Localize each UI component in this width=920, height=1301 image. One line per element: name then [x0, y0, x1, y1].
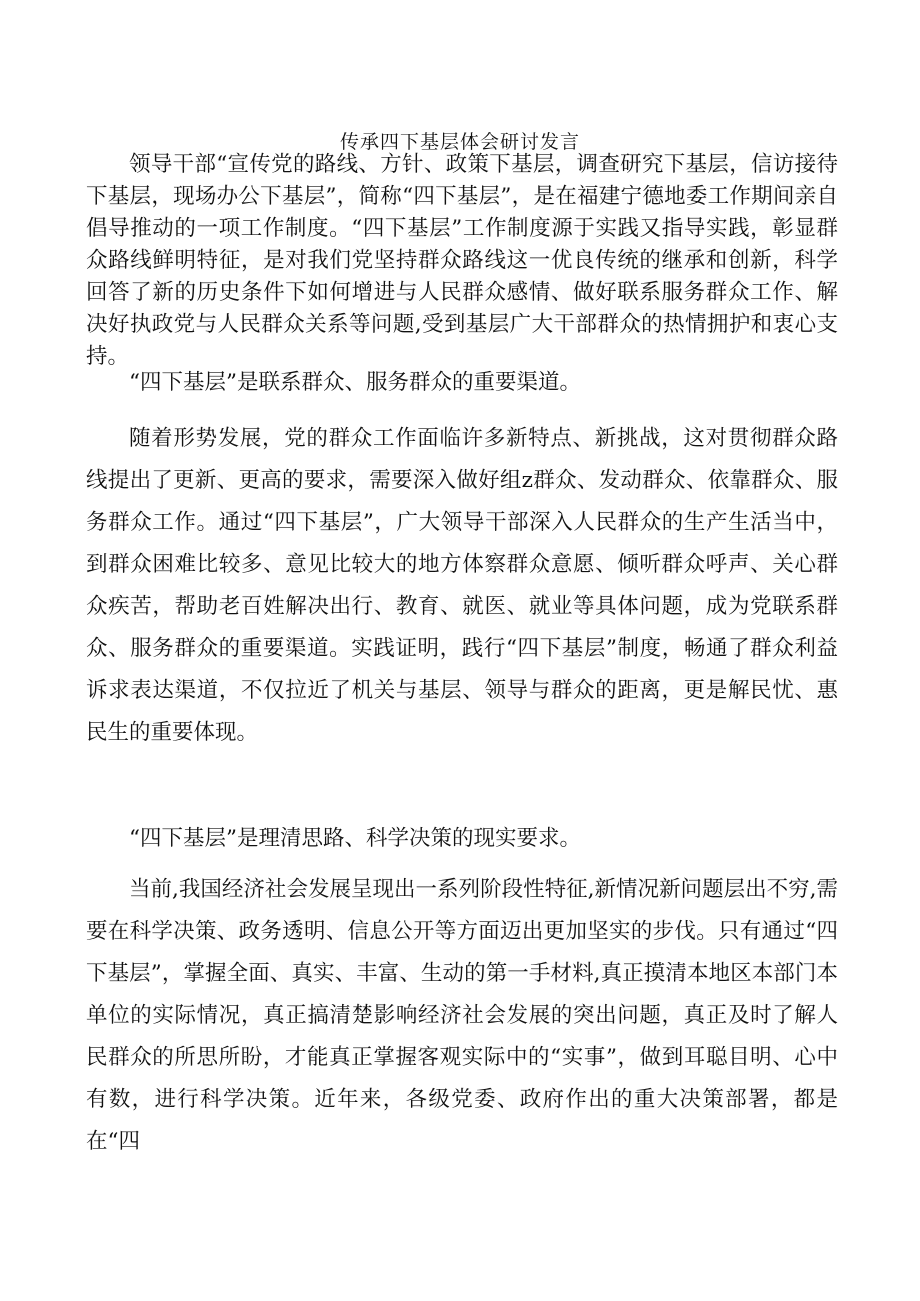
section-paragraph-2: 当前,我国经济社会发展呈现出一系列阶段性特征,新情况新问题层出不穷,需要在科学决策、政务透明、信息公开等方面迈出更加坚实的步伐。只有通过“四下基层”，掌握全面、真实、丰富、生动的第一手材料,真正摸清本地区本部门本单位的实际情况，真正搞清楚影响经济社会发展的突出问题，真正及时了解人民群众的所思所盼，才能真正掌握客观实际中的“实事”，做到耳聪目明、心中有数，进行科学决策。近年来，各级党委、政府作出的重大决策部署，都是在“四 [86, 877, 838, 1154]
document-title: 传承四下基层体会研讨发言 [339, 131, 580, 153]
section-heading-1: “四下基层”是联系群众、服务群众的重要渠道。 [129, 370, 581, 395]
intro-paragraph: 领导干部“宣传党的路线、方针、政策下基层，调查研究下基层，信访接待下基层，现场办公下基层”，简称“四下基层”，是在福建宁德地委工作期间亲自倡导推动的一项工作制度。“四下基层”工作制度源于实践又指导实践，彰显群众路线鲜明特征，是对我们党坚持群众路线这一优良传统的继承和创新，科学回答了新的历史条件下如何增进与人民群众感情、做好联系服务群众工作、解决好执政党与人民群众关系等问题,受到基层广大干部群众的热情拥护和衷心支持。 [86, 152, 838, 369]
section-paragraph-1: 随着形势发展，党的群众工作面临许多新特点、新挑战，这对贯彻群众路线提出了更新、更高的要求，需要深入做好组z群众、发动群众、依靠群众、服务群众工作。通过“四下基层”，广大领导干部深入人民群众的生产生活当中，到群众困难比较多、意见比较大的地方体察群众意愿、倾听群众呼声、关心群众疾苦，帮助老百姓解决出行、教育、就医、就业等具体问题，成为党联系群众、服务群众的重要渠道。实践证明，践行“四下基层”制度，畅通了群众利益诉求表达渠道，不仅拉近了机关与基层、领导与群众的距离，更是解民忧、惠民生的重要体现。 [86, 426, 838, 745]
section-heading-2: “四下基层”是理清思路、科学决策的现实要求。 [129, 826, 581, 851]
